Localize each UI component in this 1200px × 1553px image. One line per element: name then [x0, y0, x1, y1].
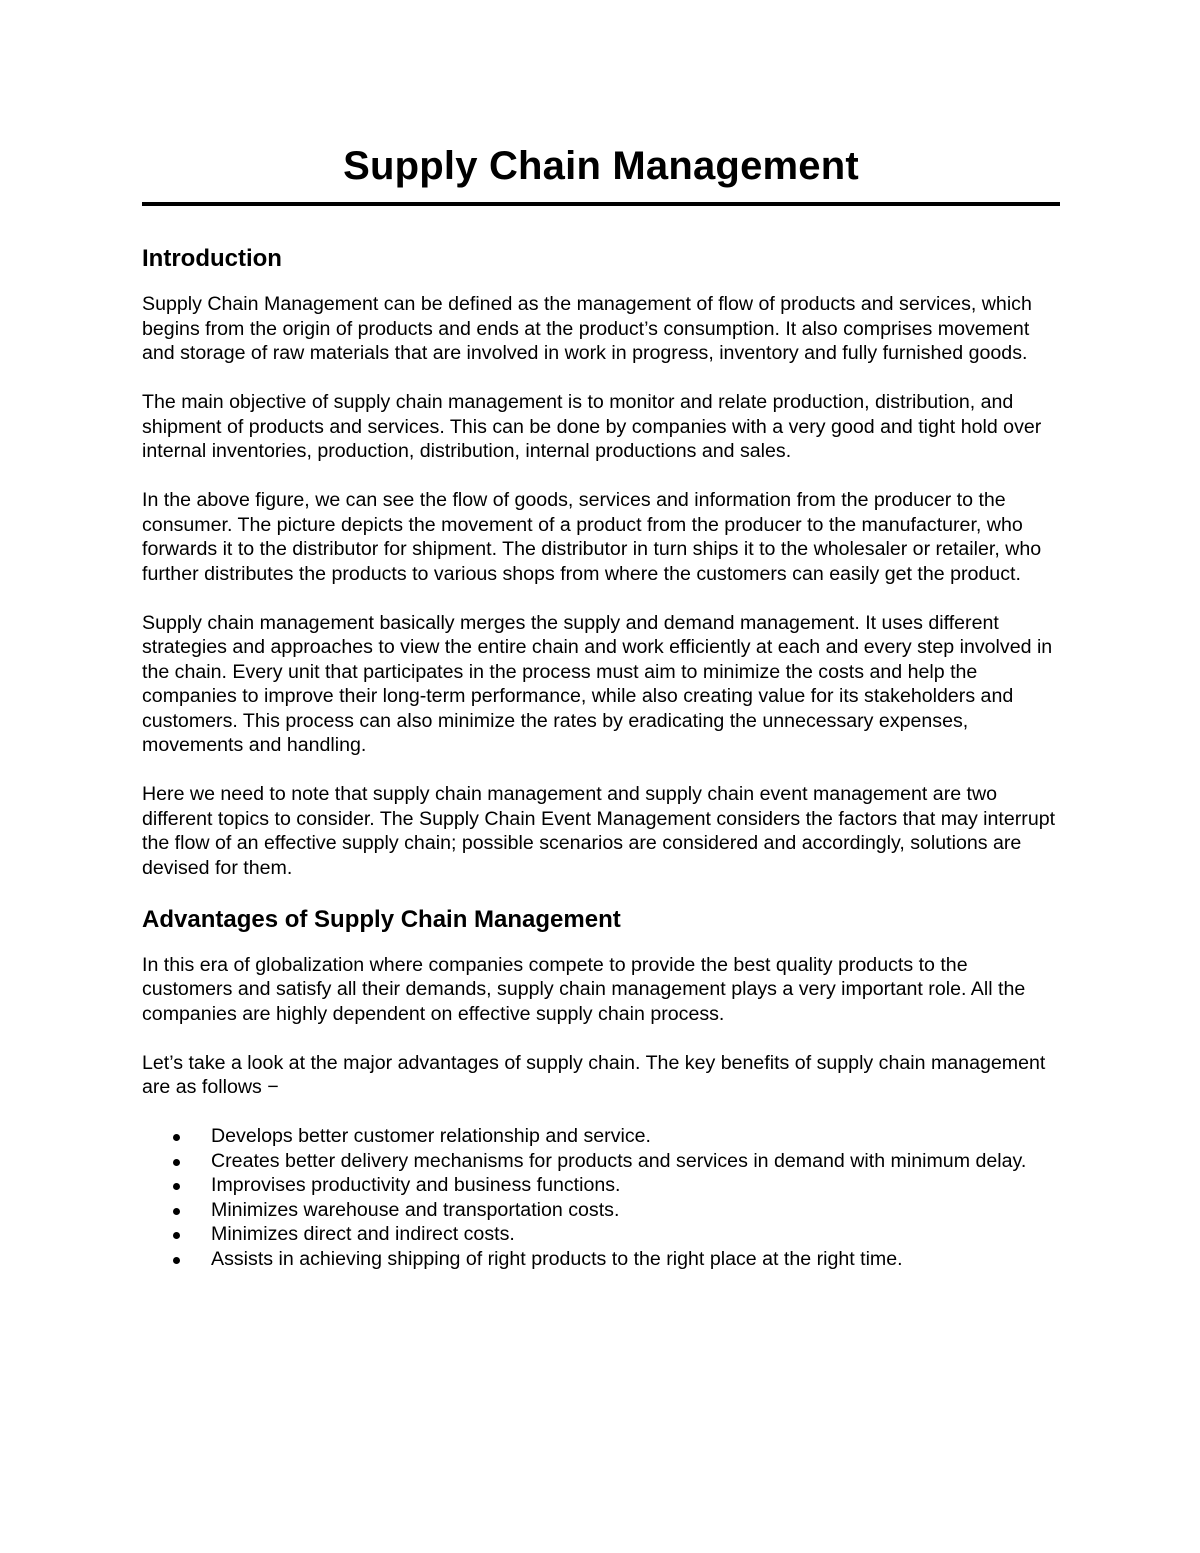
intro-paragraph-2: The main objective of supply chain management is to monitor and relate production, distribution, and shipment of products and services. This can be done by companies with a very good and tight hold over internal inventories, production, distribution, internal productions and sales.	[142, 391, 1042, 462]
heading-introduction: Introduction	[142, 245, 282, 272]
bullet-icon	[173, 1159, 180, 1166]
list-item-text: Minimizes warehouse and transportation costs.	[211, 1198, 620, 1221]
list-item-text: Improvises productivity and business functions.	[211, 1174, 621, 1196]
intro-paragraph-1: Supply Chain Management can be defined as the management of flow of products and services, which begins from the origin of products and ends at the product’s consumption. It also comprises movement and storage of raw materials that are involved in work in progress, inventory and fully furnished goods.	[142, 293, 1032, 364]
document-title: Supply Chain Management	[343, 144, 859, 188]
document-page	[142, 138, 1060, 1271]
bullet-icon	[173, 1134, 180, 1141]
list-item	[142, 1247, 1060, 1272]
benefits-list	[142, 1124, 1060, 1271]
bullet-icon	[173, 1183, 180, 1190]
list-item	[142, 1173, 1060, 1198]
bullet-icon	[173, 1232, 180, 1239]
list-item-text: Minimizes direct and indirect costs.	[211, 1223, 515, 1245]
advantages-paragraph-1: In this era of globalization where companies compete to provide the best quality products to the customers and satisfy all their demands, supply chain management plays a very important role. All the companies are highly dependent on effective supply chain process.	[142, 953, 1026, 1025]
list-item	[142, 1149, 1060, 1174]
list-item-text: Creates better delivery mechanisms for products and services in demand with minimum delay.	[211, 1149, 1027, 1172]
intro-paragraph-4: Supply chain management basically merges the supply and demand management. It uses different strategies and approaches to view the entire chain and work efficiently at each and every step involved in the chain. Every unit that participates in the process must aim to minimize the costs and help the companies to improve their long-term performance, while also creating value for its stakeholders and customers. This process can also minimize the rates by eradicating the unnecessary expenses, movements and handling.	[142, 611, 1053, 756]
list-item	[142, 1222, 1060, 1247]
bullet-icon	[173, 1208, 180, 1215]
list-item-text: Assists in achieving shipping of right products to the right place at the right time.	[211, 1247, 903, 1270]
intro-paragraph-3: In the above figure, we can see the flow of goods, services and information from the producer to the consumer. The picture depicts the movement of a product from the producer to the manufacturer, who forwards it to the distributor for shipment. The distributor in turn ships it to the wholesaler or retailer, who further distributes the products to various shops from where the customers can easily get the product.	[142, 489, 1042, 585]
title-rule	[142, 202, 1060, 206]
list-item	[142, 1198, 1060, 1223]
intro-paragraph-5: Here we need to note that supply chain management and supply chain event management are two different topics to consider. The Supply Chain Event Management considers the factors that may interrupt the flow of an effective supply chain; possible scenarios are considered and accordingly, solutions are devised for them.	[142, 783, 1056, 879]
advantages-paragraph-2: Let’s take a look at the major advantages of supply chain. The key benefits of supply chain management are as follows −	[142, 1051, 1046, 1098]
bullet-icon	[173, 1257, 180, 1264]
heading-advantages: Advantages of Supply Chain Management	[142, 905, 621, 933]
list-item-text: Develops better customer relationship and service.	[211, 1125, 651, 1147]
list-item	[142, 1124, 1060, 1149]
